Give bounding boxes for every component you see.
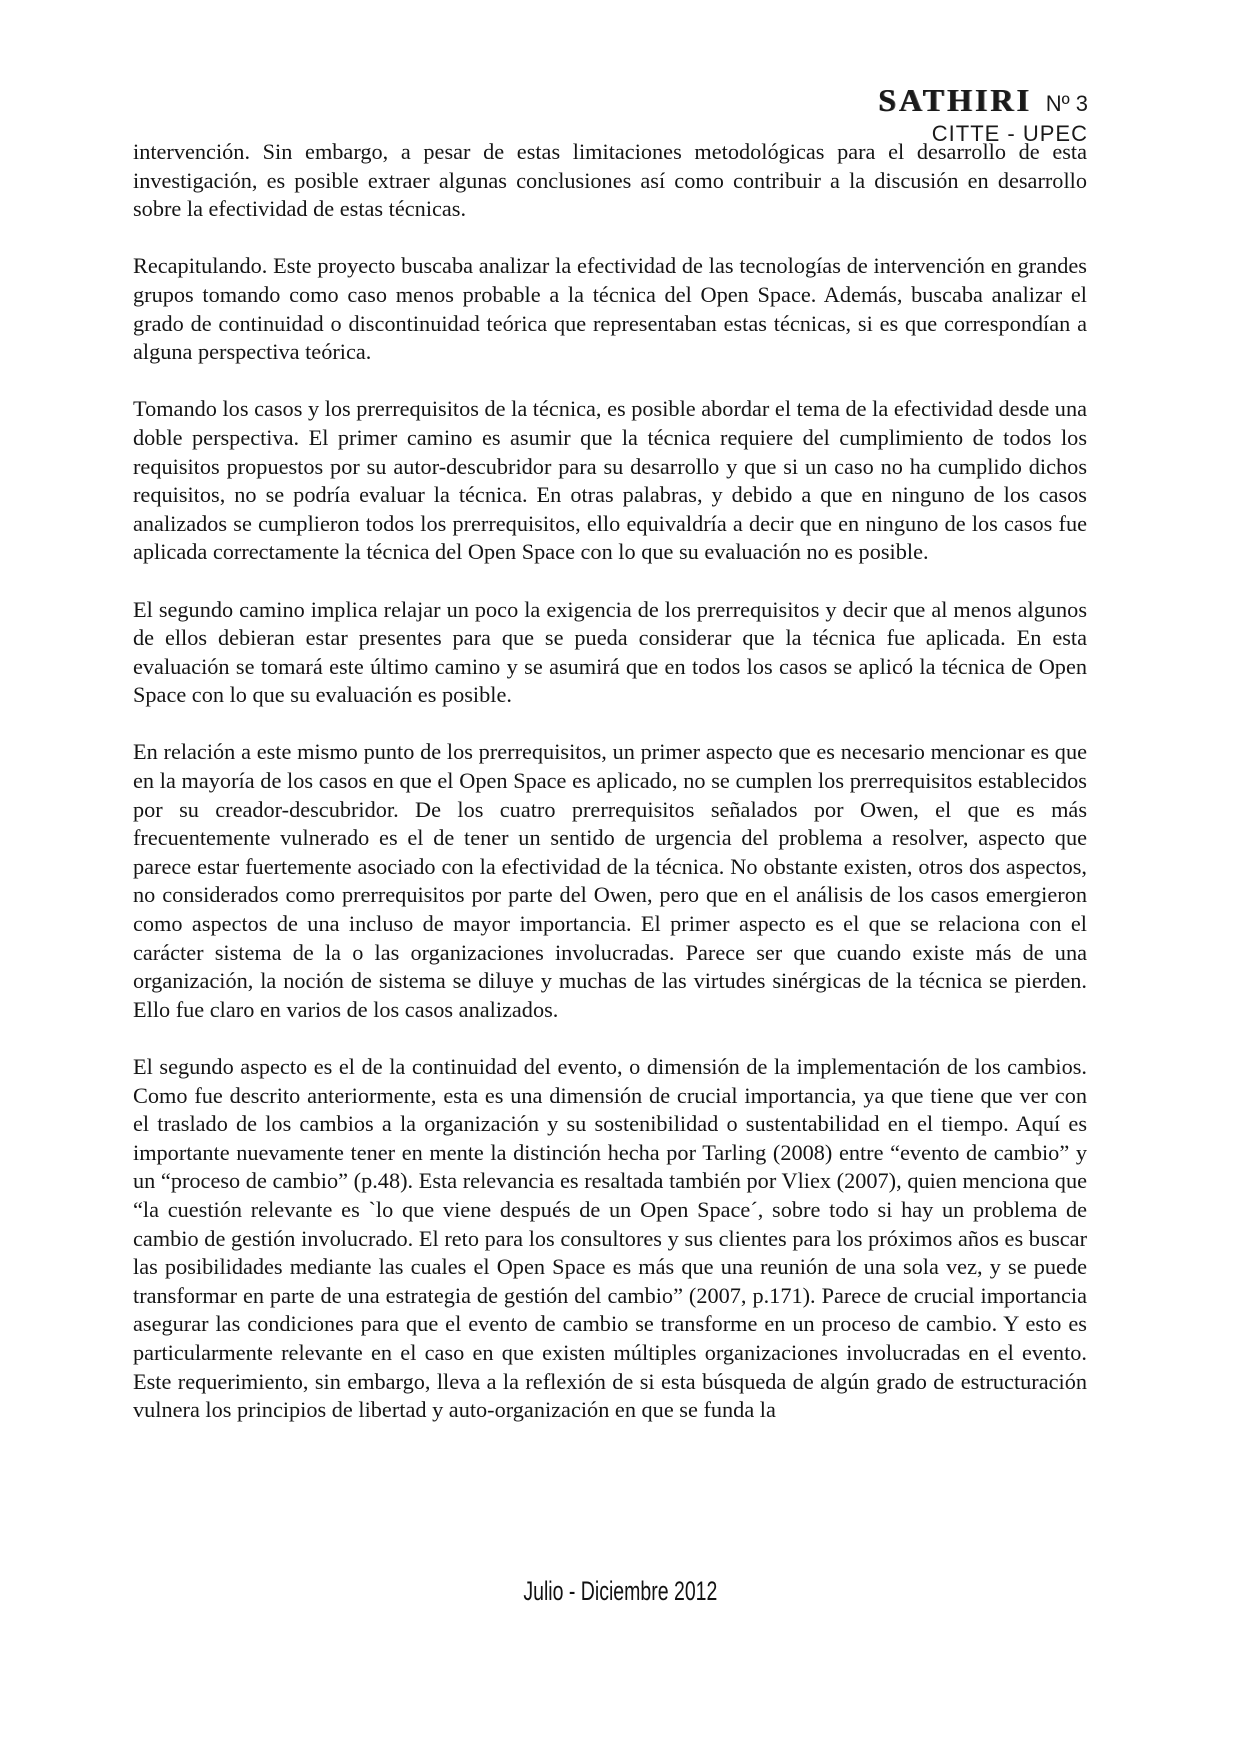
body-paragraph: intervención. Sin embargo, a pesar de estas limitaciones metodológicas para el desarrollo de esta investigación, es posible extraer algunas conclusiones así como contribuir a la discusión en desarrollo sobre la efectividad de estas técnicas. [133,139,1087,222]
body-paragraph: Recapitulando. Este proyecto buscaba analizar la efectividad de las tecnologías de intervención en grandes grupos tomando como caso menos probable a la técnica del Open Space. Además, buscaba analizar el grado de continuidad o discontinuidad teórica que representaban estas técnicas, si es que correspondían a alguna perspectiva teórica. [133,253,1087,365]
body-paragraph: Tomando los casos y los prerrequisitos de la técnica, es posible abordar el tema de la efectividad desde una doble perspectiva. El primer camino es asumir que la técnica requiere del cumplimiento de todos los requisitos propuestos por su autor-descubridor para su desarrollo y que si un caso no ha cumplido dichos requisitos, no se podría evaluar la técnica. En otras palabras, y debido a que en ninguno de los casos analizados se cumplieron todos los prerrequisitos, ello equivaldría a decir que en ninguno de los casos fue aplicada correctamente la técnica del Open Space con lo que su evaluación no es posible. [133,396,1087,565]
body-paragraph: El segundo camino implica relajar un poco la exigencia de los prerrequisitos y decir que al menos algunos de ellos debieran estar presentes para que se pueda considerar que la técnica fue aplicada. En esta evaluación se tomará este último camino y se asumirá que en todos los casos se aplicó la técnica de Open Space con lo que su evaluación es posible. [133,596,1087,708]
footer-date-range: Julio - Diciembre 2012 [522,1576,718,1607]
body-paragraph: El segundo aspecto es el de la continuidad del evento, o dimensión de la implementación de los cambios. Como fue descrito anteriormente, esta es una dimensión de crucial importancia, ya que tiene que ver con el traslado de los cambios a la organización y su sostenibilidad o sustentabilidad en el tiempo. Aquí es importante nuevamente tener en mente la distinción hecha por Tarling (2008) entre “evento de cambio” y un “proceso de cambio” (p.48). Esta relevancia es resaltada también por Vliex (2007), quien menciona que “la cuestión relevante es `lo que viene después de un Open Space´, sobre todo si hay un problema de cambio de gestión involucrado. El reto para los consultores y sus clientes para los próximos años es buscar las posibilidades mediante las cuales el Open Space es más que una reunión de una sola vez, y se puede transformar en parte de una estrategia de gestión del cambio” (2007, p.171). Parece de crucial importancia asegurar las condiciones para que el evento de cambio se transforme en un proceso de cambio. Y esto es particularmente relevante en el caso en que existen múltiples organizaciones involucradas en el evento. Este requerimiento, sin embargo, lleva a la reflexión de si esta búsqueda de algún grado de estructuración vulnera los principios de libertad y auto-organización en que se funda la [133,1054,1087,1423]
journal-title: SATHIRI [877,82,1032,118]
journal-header-line [878,82,1088,119]
journal-issue-number: Nº 3 [1045,91,1088,116]
page-footer [0,1576,1240,1605]
journal-organization: CITTE - UPEC [931,120,1088,146]
body-paragraph: En relación a este mismo punto de los prerrequisitos, un primer aspecto que es necesario mencionar es que en la mayoría de los casos en que el Open Space es aplicado, no se cumplen los prerrequisitos establecidos por su creador-descubridor. De los cuatro prerrequisitos señalados por Owen, el que es más frecuentemente vulnerado es el de tener un sentido de urgencia del problema a resolver, aspecto que parece estar fuertemente asociado con la efectividad de la técnica. No obstante existen, otros dos aspectos, no considerados como prerrequisitos por parte del Owen, pero que en el análisis de los casos emergieron como aspectos de una incluso de mayor importancia. El primer aspecto es el que se relaciona con el carácter sistema de la o las organizaciones involucradas. Parece ser que cuando existe más de una organización, la noción de sistema se diluye y muchas de las virtudes sinérgicas de la técnica se pierden. Ello fue claro en varios de los casos analizados. [133,739,1087,1022]
document-body [133,138,1087,1453]
page-header [878,82,1088,146]
